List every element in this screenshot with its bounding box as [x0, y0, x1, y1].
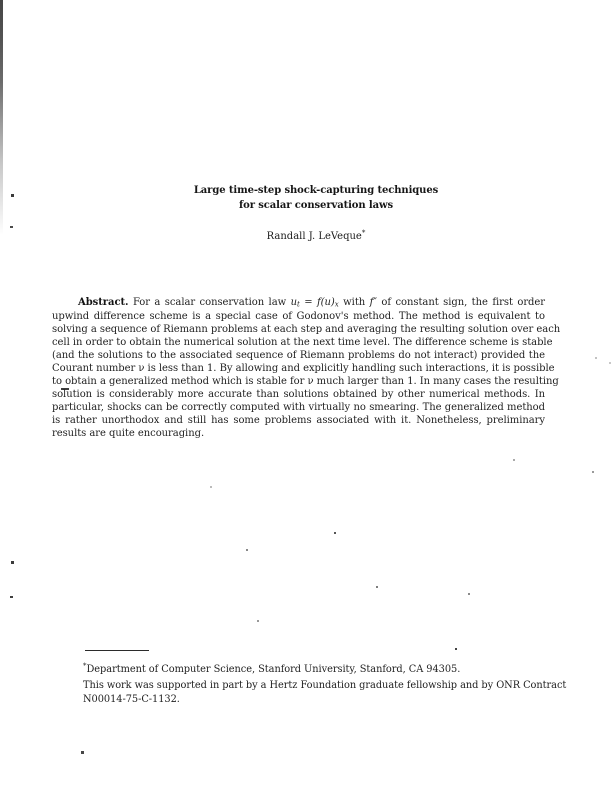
abstract-line: particular, shocks can be correctly computed with virtually no smearing. The generalized method: [52, 401, 545, 413]
scan-speck: [468, 593, 470, 595]
abstract-line: cell in order to obtain the numerical solution at the next time level. The difference scheme is stable: [52, 337, 553, 349]
abstract-line: solution is considerably more accurate than solutions obtained by other numerical methods. In: [52, 388, 545, 400]
scan-speck: [334, 532, 336, 534]
funding-line-2: N00014-75-C-1132.: [83, 694, 180, 705]
abstract-line: (and the solutions to the associated sequence of Riemann problems do not interact) provided the: [52, 350, 545, 362]
funding-footnote: [83, 679, 567, 707]
footnote-marker: *: [83, 662, 87, 670]
author-line: [52, 229, 580, 242]
scan-speck: [513, 459, 515, 461]
scan-speck: [376, 586, 378, 588]
funding-line-1: This work was supported in part by a Hertz Foundation graduate fellowship and by ONR Contract: [83, 680, 567, 691]
scan-speck: [10, 596, 13, 598]
affiliation-text: Department of Computer Science, Stanford University, Stanford, CA 94305.: [86, 664, 461, 675]
abstract-line: is rather unorthodox and still has some problems associated with it. Nonetheless, preliminary: [52, 414, 545, 426]
author-name: Randall J. LeVeque: [266, 231, 362, 242]
author-footnote-marker: *: [361, 229, 366, 237]
abstract-line: Courant number ν is less than 1. By allowing and explicitly handling such interactions, it is possible: [52, 363, 555, 375]
paper-title: [52, 183, 580, 213]
scan-speck: [210, 486, 212, 488]
abstract-line: to obtain a generalized method which is stable for ν much larger than 1. In many cases the resulting: [52, 375, 559, 387]
scan-speck: [81, 751, 84, 754]
scan-speck: [609, 362, 611, 364]
scan-edge-shadow: [0, 0, 3, 235]
scan-speck: [595, 357, 597, 359]
scan-speck: [11, 194, 14, 197]
abstract-line: [52, 297, 545, 311]
paper-title-line-1: Large time-step shock-capturing techniques: [193, 185, 439, 196]
footnote-rule: [85, 650, 149, 651]
abstract-label: Abstract.: [78, 297, 129, 308]
paper-title-line-2: for scalar conservation laws: [238, 200, 394, 211]
abstract-line: upwind difference scheme is a special case of Godonov's method. The method is equivalent to: [52, 311, 545, 323]
scan-speck: [257, 620, 259, 622]
abstract-line: results are quite encouraging.: [52, 427, 205, 439]
scan-speck: [10, 226, 13, 228]
scan-speck: [11, 561, 14, 564]
scan-speck: [455, 648, 457, 650]
scan-speck: [592, 471, 594, 473]
affiliation-footnote: [83, 659, 563, 677]
scan-speck: [246, 549, 248, 551]
abstract-paragraph: [52, 297, 561, 440]
abstract-first-line-text: For a scalar conservation law ut = f(u)x with f″ of constant sign, the first order: [128, 297, 546, 309]
abstract-line: solving a sequence of Riemann problems at each step and averaging the resulting solution over each: [52, 324, 561, 336]
